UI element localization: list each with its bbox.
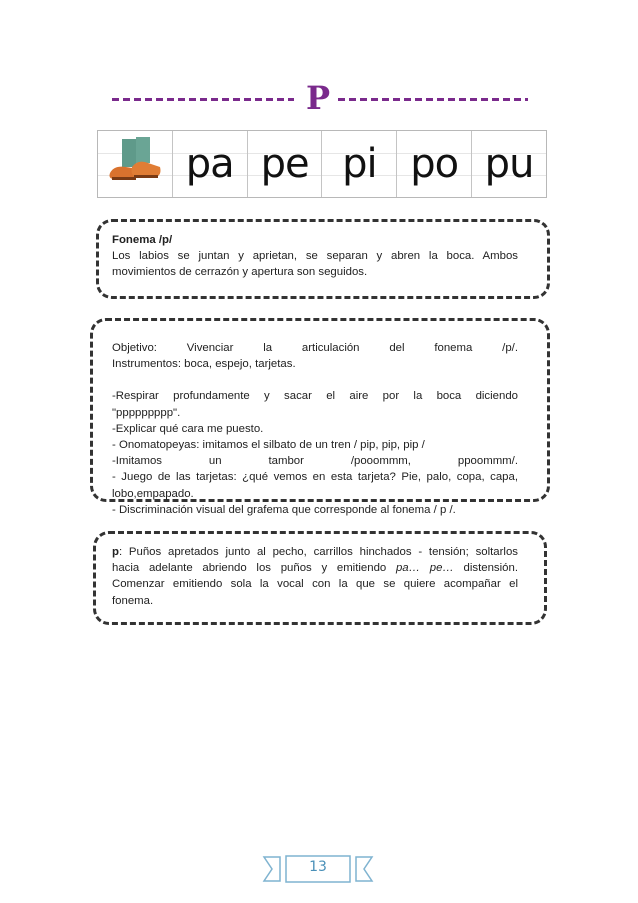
decorative-dashes-right: [338, 98, 528, 101]
gesture-italic-syllables: pa… pe…: [395, 562, 454, 575]
title-header: [112, 79, 528, 120]
gesture-line: fonema.: [112, 594, 154, 607]
page-number: 13: [309, 859, 327, 875]
phoneme-description-text: [112, 232, 518, 281]
activity-line: -Respirar profundamente y sacar el aire por la boca diciendo: [112, 390, 518, 403]
walking-feet-icon: [104, 137, 164, 191]
syllable-pu: pu: [484, 141, 534, 187]
syllable-pe: pe: [260, 141, 309, 187]
syllable-cell: [248, 131, 323, 197]
activity-line: -Imitamos un tambor /pooommm, ppoommm/.: [112, 455, 518, 468]
syllable-cell: [322, 131, 397, 197]
syllable-strip: [97, 130, 547, 198]
syllable-cell: [397, 131, 472, 197]
gesture-line: Comenzar emitiendo sola la vocal con la que se quiere acompañar el: [112, 578, 518, 591]
phoneme-title: Fonema /p/: [112, 234, 173, 246]
gesture-line: distensión.: [453, 562, 518, 575]
syllable-pa: pa: [185, 141, 234, 187]
gesture-line: hacia adelante abriendo los puños y emitiendo: [112, 562, 396, 575]
activity-line: -Explicar qué cara me puesto.: [112, 422, 264, 435]
gesture-label: p: [112, 546, 119, 558]
activities-text: [112, 340, 518, 518]
syllable-po: po: [410, 141, 459, 187]
gesture-line: : Puños apretados junto al pecho, carrillos hinchados - tensión; soltarlos: [118, 546, 518, 558]
feet-image-cell: [98, 131, 173, 197]
description-line: movimientos de cerrazón y apertura son seguidos.: [112, 266, 368, 279]
objective-line: Objetivo: Vivenciar la articulación del fonema /p/.: [112, 342, 518, 354]
activity-line: "ppppppppp".: [112, 406, 181, 419]
instruments-line: Instrumentos: boca, espejo, tarjetas.: [112, 358, 296, 371]
syllable-cell: [472, 131, 546, 197]
syllable-pi: pi: [342, 141, 377, 187]
decorative-dashes-left: [112, 98, 294, 101]
page-number-badge: [262, 855, 374, 883]
activity-line: - Onomatopeyas: imitamos el silbato de un tren / pip, pip, pip /: [112, 439, 425, 452]
activity-line: - Discriminación visual del grafema que corresponde al fonema / p /.: [112, 503, 456, 516]
gesture-text: [112, 544, 518, 609]
letter-title: P: [306, 79, 331, 117]
activity-line: - Juego de las tarjetas: ¿qué vemos en esta tarjeta? Pie, palo, copa, capa,: [112, 471, 518, 484]
syllable-cell: [173, 131, 248, 197]
description-line: Los labios se juntan y aprietan, se separan y abren la boca. Ambos: [112, 250, 518, 263]
activity-line: lobo,empapado.: [112, 487, 194, 500]
